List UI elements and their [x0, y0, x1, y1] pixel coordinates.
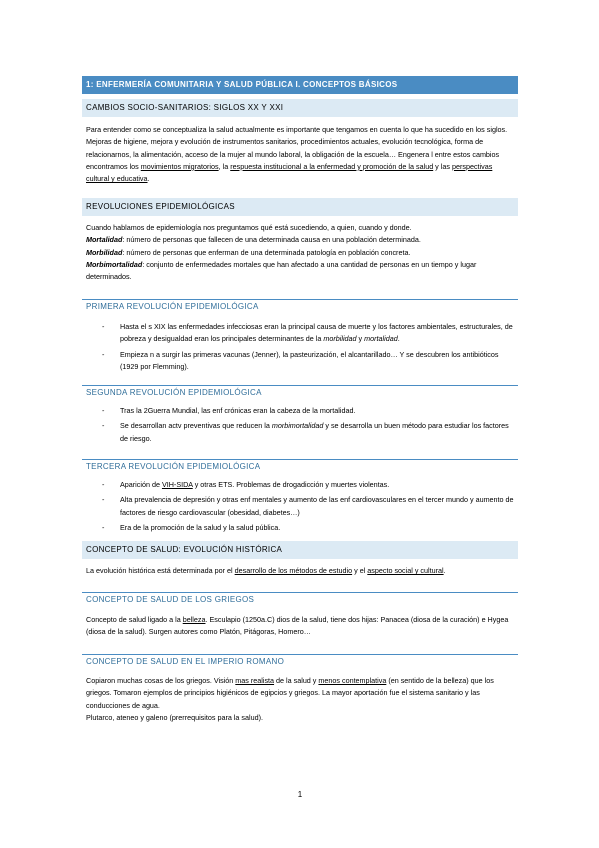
list-tercera	[86, 479, 516, 537]
paragraph-cambios: Para entender como se conceptualiza la salud actualmente es importante que tengamos en cuenta lo que ha sucedido en los siglos. Mejoras de higiene, mejora y evolución de instrumentos sanitarios, procedimientos actuales, evolución tecnológica, forma de relacionarnos, la alimentación, acceso de la mujer al mundo laboral, la obligación de la escuela… Engenera l entre estos cambios encontramos los movimientos migratorios, la respuesta institucional a la enfermedad y promoción de la salud y las perspectivas cultural y educativa.	[86, 125, 508, 184]
list-item: - Tras la 2Guerra Mundial, las enf crónicas eran la cabeza de la mortalidad.	[102, 406, 356, 415]
section-heading-primera: PRIMERA REVOLUCIÓN EPIDEMIOLÓGICA	[82, 299, 518, 313]
section-heading-griegos: CONCEPTO DE SALUD DE LOS GRIEGOS	[82, 592, 518, 606]
paragraph-concepto: La evolución histórica está determinada por el desarrollo de los métodos de estudio y el aspecto social y cultural.	[86, 566, 446, 575]
section-heading-concepto: CONCEPTO DE SALUD: EVOLUCIÓN HISTÓRICA	[82, 541, 518, 559]
list-item: - Aparición de VIH-SIDA y otras ETS. Problemas de drogadicción y muertes violentas.	[102, 480, 390, 489]
list-segunda	[86, 405, 516, 448]
chapter-title: 1: ENFERMERÍA COMUNITARIA Y SALUD PÚBLICA I. CONCEPTOS BÁSICOS	[82, 76, 518, 94]
section-heading-segunda: SEGUNDA REVOLUCIÓN EPIDEMIOLÓGICA	[82, 385, 518, 399]
section-heading-tercera: TERCERA REVOLUCIÓN EPIDEMIOLÓGICA	[82, 459, 518, 473]
list-item: - Se desarrollan actv preventivas que reducen la morbimortalidad y se desarrolla un buen método para estudiar los factores de riesgo.	[102, 421, 509, 443]
list-item: - Alta prevalencia de depresión y otras enf mentales y aumento de las enf cardiovasculares en el tercer mundo y aumento de factores de riesgo cardiovascular (obesidad, diabetes…)	[102, 495, 514, 517]
paragraph-revoluciones: Cuando hablamos de epidemiología nos preguntamos qué está sucediendo, a quien, cuando y donde. Mortalidad: número de personas que fallecen de una determinada causa en una población determinada. Morbilidad: número de personas que enferman de una determinada patología en población concreta. Morbimortalidad: conjunto de enfermedades mortales que han afectado a una cantidad de personas en un tiempo y lugar determinados.	[86, 223, 477, 282]
section-heading-cambios: CAMBIOS SOCIO-SANITARIOS: SIGLOS XX Y XXI	[82, 99, 518, 117]
page-number: 1	[297, 790, 303, 799]
list-item: - Era de la promoción de la salud y la salud pública.	[102, 522, 281, 532]
list-primera	[86, 321, 516, 376]
section-heading-revoluciones: REVOLUCIONES EPIDEMIOLÓGICAS	[82, 198, 518, 216]
section-heading-romano: CONCEPTO DE SALUD EN EL IMPERIO ROMANO	[82, 654, 518, 668]
list-item: - Empieza n a surgir las primeras vacunas (Jenner), la pasteurización, el alcantarillado… Y se descubren los antibióticos (1929 por Flemming).	[102, 349, 499, 371]
paragraph-romano: Copiaron muchas cosas de los griegos. Visión mas realista de la salud y menos contemplativa (en sentido de la belleza) que los griegos. Tomaron ejemplos de principios higiénicos de egipcios y griegos. La mayor aportación fue el sistema sanitario y las conducciones de agua. Plutarco, ateneo y galeno (prerrequisitos para la salud).	[86, 676, 494, 722]
list-item: - Hasta el s XIX las enfermedades infecciosas eran la principal causa de muerte y los factores ambientales, estructurales, de pobreza y desigualdad eran los principales determinantes de la morbilidad y mortalidad.	[102, 322, 513, 344]
paragraph-griegos: Concepto de salud ligado a la belleza. Esculapio (1250a.C) dios de la salud, tiene dos hijas: Panacea (diosa de la curación) e Hygea (diosa de la salud). Surgen autores como Platón, Pitágoras, Homero…	[86, 615, 509, 637]
